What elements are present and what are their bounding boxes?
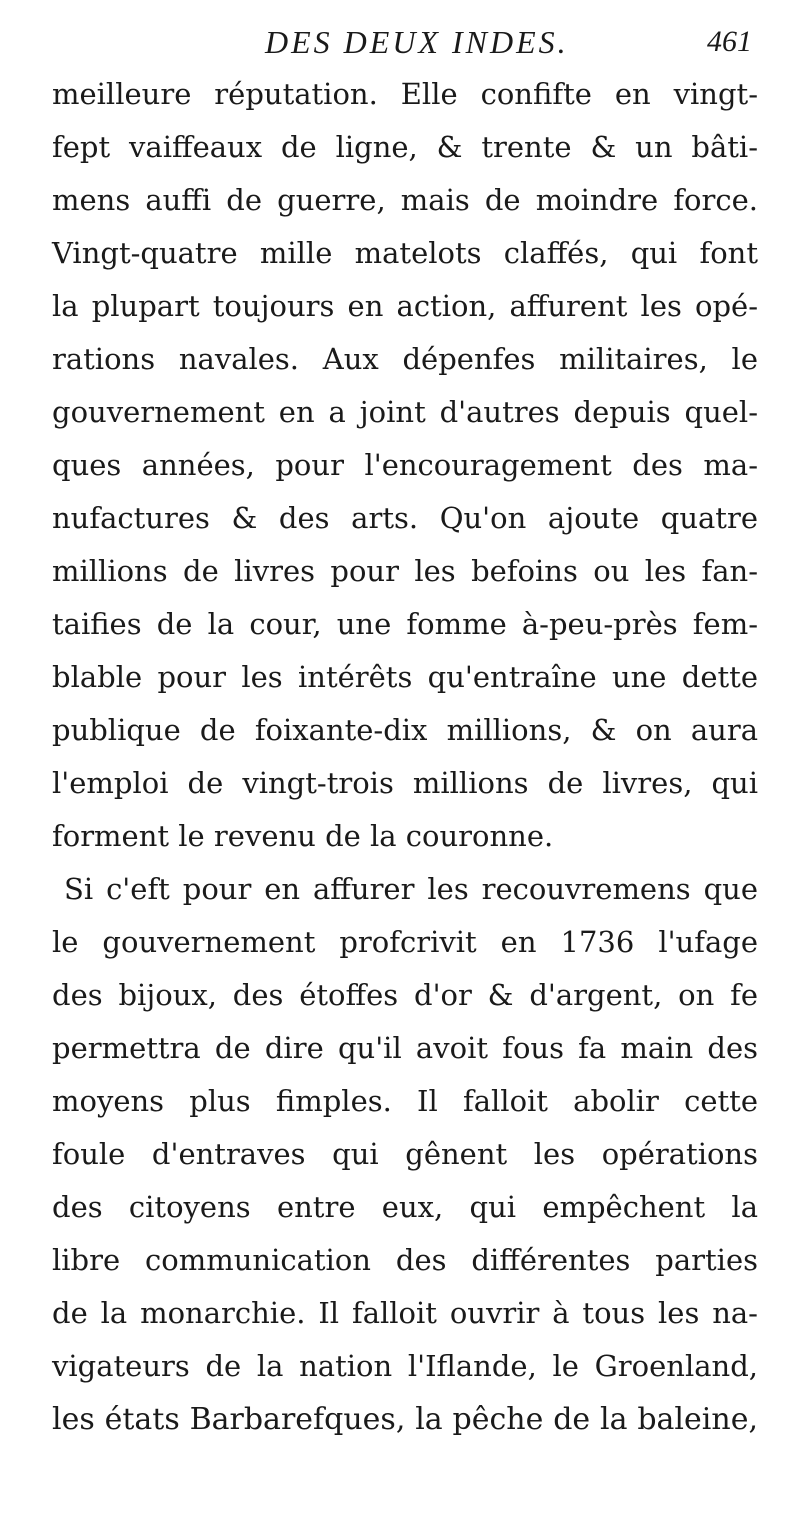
text-line: Si c'eft pour en affurer les recouvremens que <box>64 872 758 906</box>
text-line: des citoyens entre eux, qui empêchent la <box>52 1190 758 1224</box>
text-line: moyens plus fimples. Il falloit abolir cette <box>52 1084 758 1118</box>
text-line: de la monarchie. Il falloit ouvrir à tous les na- <box>52 1296 758 1330</box>
text-line: Vingt-quatre mille matelots claffés, qui font <box>52 236 758 270</box>
text-line: vigateurs de la nation l'Iflande, le Groenland, <box>52 1349 758 1383</box>
text-line: mens auffi de guerre, mais de moindre force. <box>52 183 758 217</box>
text-line: taifies de la cour, une fomme à-peu-près fem- <box>52 607 758 641</box>
text-line: publique de foixante-dix millions, & on aura <box>52 713 758 747</box>
text-line: millions de livres pour les befoins ou les fan- <box>52 554 758 588</box>
text-line: nufactures & des arts. Qu'on ajoute quatre <box>52 501 758 535</box>
text-line: le gouvernement profcrivit en 1736 l'ufage <box>52 925 758 959</box>
running-head <box>40 22 760 62</box>
text-line: les états Barbarefques, la pêche de la baleine, <box>52 1402 758 1437</box>
text-line: libre communication des différentes parties <box>52 1243 758 1277</box>
text-line: foule d'entraves qui gênent les opérations <box>52 1137 758 1171</box>
text-line: fept vaiffeaux de ligne, & trente & un bâti- <box>52 130 758 164</box>
text-line: blable pour les intérêts qu'entraîne une dette <box>52 660 758 694</box>
text-line: forment le revenu de la couronne. <box>52 819 554 853</box>
text-line: rations navales. Aux dépenfes militaires, le <box>52 342 758 376</box>
page-number: 461 <box>707 25 752 58</box>
text-line: gouvernement en a joint d'autres depuis quel- <box>52 395 758 429</box>
running-title: DES DEUX INDES. <box>265 24 569 60</box>
text-line: la plupart toujours en action, affurent les opé- <box>52 289 758 323</box>
body-text <box>52 68 758 1446</box>
text-line: des bijoux, des étoffes d'or & d'argent, on fe <box>52 978 758 1012</box>
text-line: l'emploi de vingt-trois millions de livres, qui <box>52 766 758 800</box>
text-line: ques années, pour l'encouragement des ma- <box>52 448 758 482</box>
text-line: permettra de dire qu'il avoit fous fa main des <box>52 1031 758 1065</box>
text-line: meilleure réputation. Elle confifte en vingt- <box>52 77 758 111</box>
